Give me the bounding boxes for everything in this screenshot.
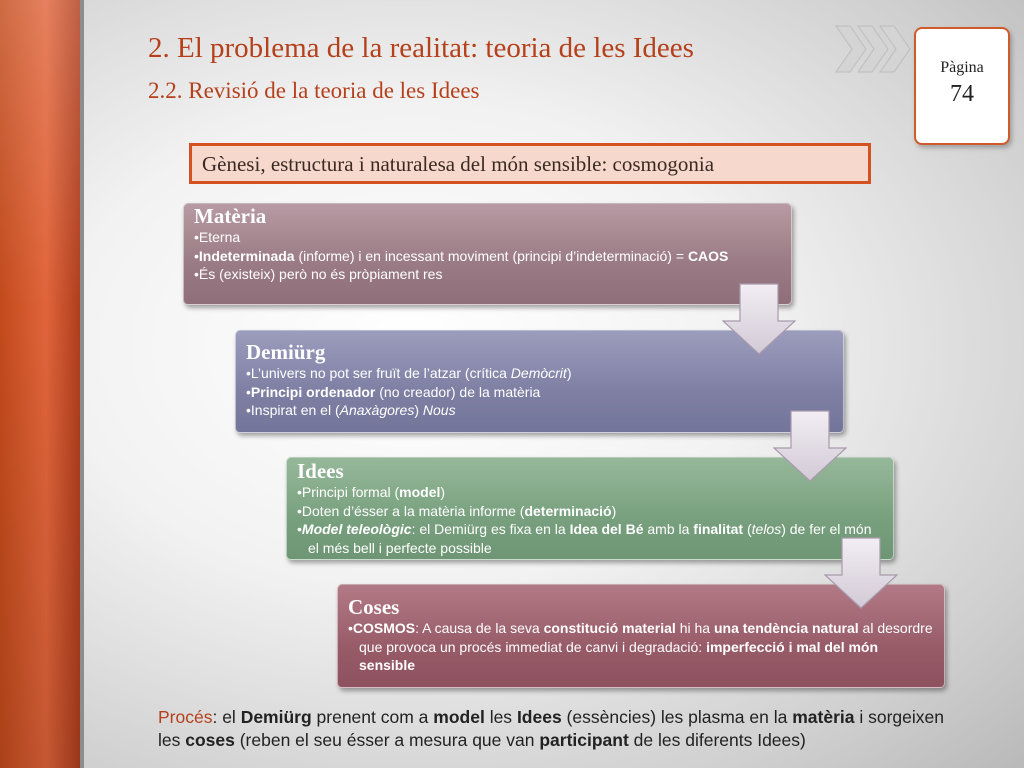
down-arrow-icon: [824, 537, 898, 609]
topic-banner: Gènesi, estructura i naturalesa del món sensible: cosmogonia: [189, 143, 871, 184]
list-item: • Doten d’ésser a la matèria informe (determinació): [297, 502, 883, 521]
step-materia: [183, 203, 792, 305]
chevron-decoration-icon: [834, 24, 914, 74]
list-item: • Principi ordenador (no creador) de la matèria: [246, 383, 833, 402]
slide-subtitle: 2.2. Revisió de la teoria de les Idees: [148, 78, 480, 103]
page-number-box: [914, 27, 1010, 145]
list-item: • COSMOS: A causa de la seva constitució material hi ha una tendència natural al desordre que provoca un procés immediat de canvi i degradació: imperfecció i mal del món sensible: [348, 619, 934, 675]
down-arrow-icon: [722, 283, 796, 355]
left-decorative-bar: [0, 0, 84, 768]
list-item: • Indeterminada (informe) i en incessant moviment (principi d’indeterminació) = CAOS: [194, 247, 781, 266]
step-coses-title: Coses: [348, 595, 400, 619]
step-idees-bullets: [297, 483, 883, 557]
list-item: • Principi formal (model): [297, 483, 883, 502]
step-materia-title: Matèria: [194, 204, 267, 228]
step-coses-bullets: [348, 619, 934, 675]
down-arrow-icon: [773, 410, 847, 482]
left-bar-edge: [80, 0, 84, 768]
list-item: • Model teleològic: el Demiürg es fixa en la Idea del Bé amb la finalitat (telos) de fer el món el més bell i perfecte possible: [297, 520, 883, 557]
step-materia-bullets: [194, 228, 781, 284]
slide-title: 2. El problema de la realitat: teoria de les Idees: [148, 32, 694, 64]
list-item: • Eterna: [194, 228, 781, 247]
page-label: Pàgina: [940, 59, 984, 76]
left-bar-shine: [0, 0, 84, 768]
list-item: • És (existeix) però no és pròpiament res: [194, 265, 781, 284]
page-number: 74: [950, 81, 974, 107]
list-item: • Inspirat en el (Anaxàgores) Nous: [246, 401, 833, 420]
step-demiurg-bullets: [246, 364, 833, 420]
step-demiurg-title: Demiürg: [246, 340, 326, 364]
list-item: • L’univers no pot ser fruït de l’atzar (crítica Demòcrit): [246, 364, 833, 383]
process-summary: Procés: el Demiürg prenent com a model les Idees (essències) les plasma en la matèria i sorgeixen les coses (reben el seu ésser a mesura que van participant de les diferents Idees): [158, 707, 944, 750]
step-idees-title: Idees: [297, 459, 344, 483]
